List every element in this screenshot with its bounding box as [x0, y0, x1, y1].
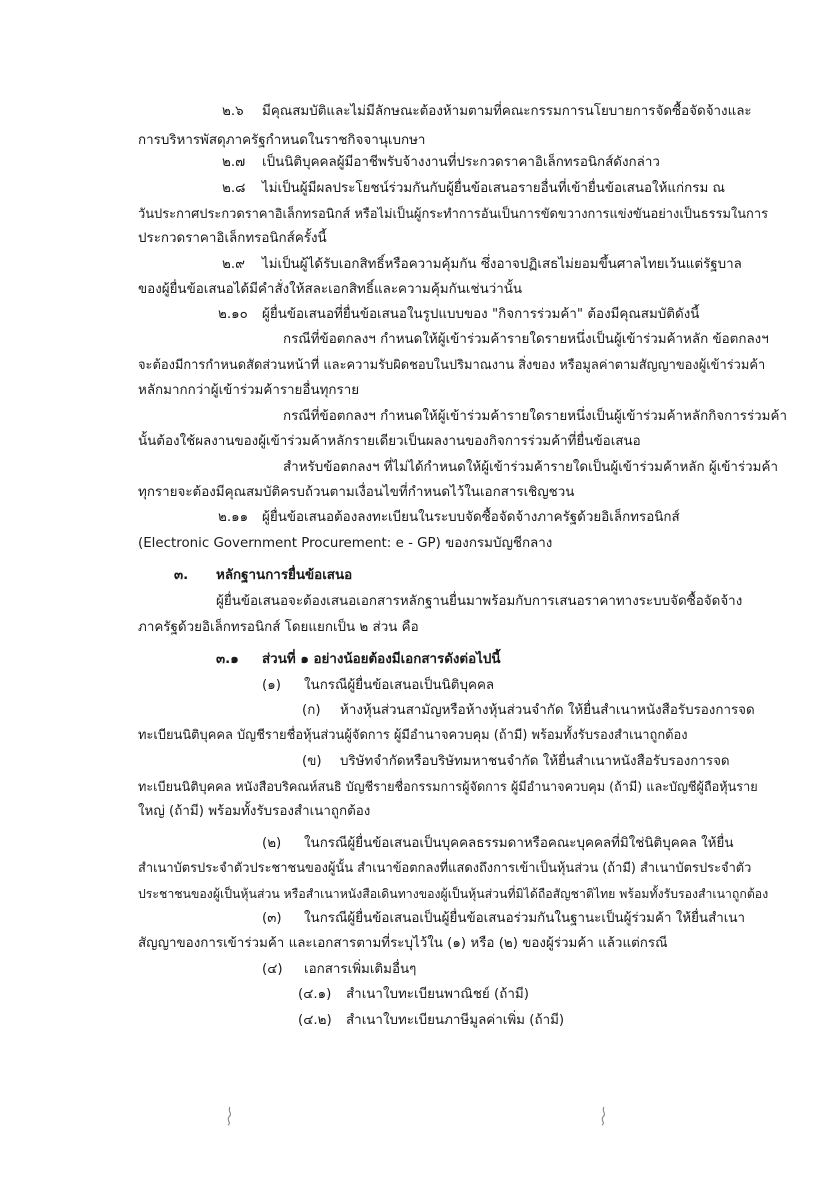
item-2-8-line1: ไม่เป็นผู้มีผลประโยชน์ร่วมกันกับผู้ยื่นข้อเสนอรายอื่นที่เข้ายื่นข้อเสนอให้แก่กรม ณ [262, 181, 725, 196]
sub-1a-number: (ก) [302, 703, 321, 718]
sub-1b-line1: บริษัทจำกัดหรือบริษัทมหาชนจำกัด ให้ยื่นสำเนาหนังสือรับรองการจด [340, 754, 730, 769]
sub-3-number: (๓) [262, 911, 282, 926]
sub-2-line2: สำเนาบัตรประจำตัวประชาชนของผู้นั้น สำเนาข้อตกลงที่แสดงถึงการเข้าเป็นหุ้นส่วน (ถ้ามี) สำเนาบัตรประจำตัว [138, 861, 752, 876]
item-2-11-line2: (Electronic Government Procurement: e - GP) ของกรมบัญชีกลาง [138, 536, 553, 551]
sub-2-line3: ประชาชนของผู้เป็นหุ้นส่วน หรือสำเนาหนังสือเดินทางของผู้เป็นหุ้นส่วนที่มิได้ถือสัญชาติไทย พร้อมทั้งรับรองสำเนาถูกต้อง [138, 887, 769, 901]
item-2-10-number: ๒.๑๐ [218, 307, 248, 322]
item-2-7-line1: เป็นนิติบุคคลผู้มีอาชีพรับจ้างงานที่ประกวดราคาอิเล็กทรอนิกส์ดังกล่าว [262, 155, 660, 170]
section-3-heading: หลักฐานการยื่นข้อเสนอ [216, 568, 353, 583]
item-2-10-p1-line1: กรณีที่ข้อตกลงฯ กำหนดให้ผู้เข้าร่วมค้ารายใดรายหนึ่งเป็นผู้เข้าร่วมค้าหลัก ข้อตกลงฯ [283, 332, 769, 347]
section-3-intro-line2: ภาครัฐด้วยอิเล็กทรอนิกส์ โดยแยกเป็น ๒ ส่วน คือ [138, 620, 419, 635]
sub-4-number: (๔) [262, 962, 283, 977]
sub-3-line1: ในกรณีผู้ยื่นข้อเสนอเป็นผู้ยื่นข้อเสนอร่วมกันในฐานะเป็นผู้ร่วมค้า ให้ยื่นสำเนา [304, 911, 746, 926]
item-2-7-number: ๒.๗ [222, 155, 246, 170]
sub-4-1-number: (๔.๑) [298, 987, 332, 1002]
item-2-6-number: ๒.๖ [222, 104, 244, 119]
section-3-intro-line1: ผู้ยื่นข้อเสนอจะต้องเสนอเอกสารหลักฐานยื่นมาพร้อมกับการเสนอราคาทางระบบจัดซื้อจัดจ้าง [216, 594, 743, 609]
item-2-6-line1: มีคุณสมบัติและไม่มีลักษณะต้องห้ามตามที่คณะกรรมการนโยบายการจัดซื้อจัดจ้างและ [262, 104, 752, 119]
initials-mark-left [222, 1105, 238, 1127]
sub-1b-line3: ใหญ่ (ถ้ามี) พร้อมทั้งรับรองสำเนาถูกต้อง [138, 804, 371, 819]
sub-1a-line1: ห้างหุ้นส่วนสามัญหรือห้างหุ้นส่วนจำกัด ให้ยื่นสำเนาหนังสือรับรองการจด [340, 703, 755, 718]
item-2-9-line1: ไม่เป็นผู้ได้รับเอกสิทธิ์หรือความคุ้มกัน ซึ่งอาจปฏิเสธไม่ยอมขึ้นศาลไทยเว้นแต่รัฐบาล [262, 257, 742, 272]
item-2-10-p3-line2: ทุกรายจะต้องมีคุณสมบัติครบถ้วนตามเงื่อนไขที่กำหนดไว้ในเอกสารเชิญชวน [138, 485, 575, 500]
sub-4-2-text: สำเนาใบทะเบียนภาษีมูลค่าเพิ่ม (ถ้ามี) [346, 1013, 565, 1028]
item-2-10-p1-line2: จะต้องมีการกำหนดสัดส่วนหน้าที่ และความรับผิดชอบในปริมาณงาน สิ่งของ หรือมูลค่าตามสัญญาของผู้เข้าร่วมค้า [138, 358, 766, 373]
item-2-9-line2: ของผู้ยื่นข้อเสนอได้มีคำสั่งให้สละเอกสิทธิ์และความคุ้มกันเช่นว่านั้น [138, 282, 523, 297]
section-3-1-heading: ส่วนที่ ๑ อย่างน้อยต้องมีเอกสารดังต่อไปนี้ [262, 652, 501, 667]
section-3-number: ๓. [174, 568, 189, 583]
item-2-8-number: ๒.๘ [222, 181, 246, 196]
item-2-11-line1: ผู้ยื่นข้อเสนอต้องลงทะเบียนในระบบจัดซื้อจัดจ้างภาครัฐด้วยอิเล็กทรอนิกส์ [262, 510, 680, 525]
sub-1-text: ในกรณีผู้ยื่นข้อเสนอเป็นนิติบุคคล [304, 678, 495, 693]
sub-1b-number: (ข) [302, 754, 322, 769]
sub-4-2-number: (๔.๒) [298, 1013, 332, 1028]
sub-3-line2: สัญญาของการเข้าร่วมค้า และเอกสารตามที่ระบุไว้ใน (๑) หรือ (๒) ของผู้ร่วมค้า แล้วแต่กรณี [138, 936, 668, 951]
sub-1-number: (๑) [262, 678, 281, 693]
item-2-10-p2-line2: นั้นต้องใช้ผลงานของผู้เข้าร่วมค้าหลักรายเดียวเป็นผลงานของกิจการร่วมค้าที่ยื่นข้อเสนอ [138, 434, 641, 449]
item-2-10-p3-line1: สำหรับข้อตกลงฯ ที่ไม่ได้กำหนดให้ผู้เข้าร่วมค้ารายใดเป็นผู้เข้าร่วมค้าหลัก ผู้เข้าร่วมค้า [283, 460, 778, 475]
section-3-1-number: ๓.๑ [216, 652, 239, 667]
sub-2-number: (๒) [262, 836, 282, 851]
item-2-11-number: ๒.๑๑ [218, 510, 249, 525]
item-2-10-p2-line1: กรณีที่ข้อตกลงฯ กำหนดให้ผู้เข้าร่วมค้ารายใดรายหนึ่งเป็นผู้เข้าร่วมค้าหลักกิจการร่วมค้า [283, 409, 787, 424]
sub-2-line1: ในกรณีผู้ยื่นข้อเสนอเป็นบุคคลธรรมดาหรือคณะบุคคลที่มิใช่นิติบุคคล ให้ยื่น [304, 836, 734, 851]
sub-1b-line2: ทะเบียนนิติบุคคล หนังสือบริคณห์สนธิ บัญชีรายชื่อกรรมการผู้จัดการ ผู้มีอำนาจควบคุม (ถ้ามี) และบัญชีผู้ถือหุ้นราย [138, 779, 758, 794]
item-2-6-line2: การบริหารพัสดุภาครัฐกำหนดในราชกิจจานุเบกษา [138, 133, 426, 148]
item-2-8-line2: วันประกาศประกวดราคาอิเล็กทรอนิกส์ หรือไม่เป็นผู้กระทำการอันเป็นการขัดขวางการแข่งขันอย่างเป็นธรรมในการ [138, 207, 769, 222]
item-2-10-line1: ผู้ยื่นข้อเสนอที่ยื่นข้อเสนอในรูปแบบของ "กิจการร่วมค้า" ต้องมีคุณสมบัติดังนี้ [262, 307, 700, 322]
item-2-8-line3: ประกวดราคาอิเล็กทรอนิกส์ครั้งนี้ [138, 231, 327, 246]
sub-4-1-text: สำเนาใบทะเบียนพาณิชย์ (ถ้ามี) [346, 987, 529, 1002]
sub-4-text: เอกสารเพิ่มเติมอื่นๆ [304, 962, 417, 977]
sub-1a-line2: ทะเบียนนิติบุคคล บัญชีรายชื่อหุ้นส่วนผู้จัดการ ผู้มีอำนาจควบคุม (ถ้ามี) พร้อมทั้งรับรองสำเนาถูกต้อง [138, 728, 688, 743]
item-2-9-number: ๒.๙ [222, 257, 245, 272]
item-2-10-p1-line3: หลักมากกว่าผู้เข้าร่วมค้ารายอื่นทุกราย [138, 383, 360, 398]
initials-mark-right [596, 1105, 612, 1127]
